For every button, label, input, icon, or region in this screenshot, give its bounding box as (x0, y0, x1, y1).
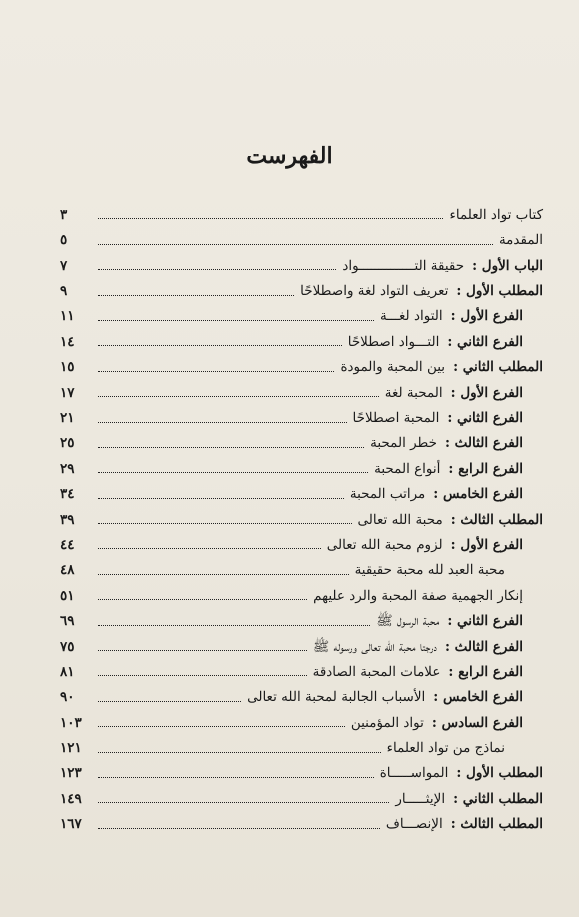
toc-entry-heading: الباب الأول : (472, 257, 543, 274)
toc-entry-title: أنواع المحبة (374, 460, 441, 477)
dot-leader (98, 522, 352, 524)
toc-entry-heading: الفرع الأول : (450, 536, 523, 553)
toc-entry-title: نماذج من تواد العلماء (386, 740, 505, 757)
dot-leader (98, 446, 364, 448)
dot-leader (98, 370, 334, 372)
dot-leader (98, 547, 321, 549)
toc-entry-heading: الفرع الثاني : (447, 613, 523, 630)
toc-entry-heading: المطلب الثاني : (453, 359, 543, 376)
toc-entry-heading: المطلب الثاني : (453, 790, 543, 807)
toc-entry-title: التواد لغـــة (379, 308, 443, 325)
toc-entry (60, 679, 543, 704)
toc-entry (60, 451, 543, 476)
toc-entry-title: إنكار الجهمية صفة المحبة والرد عليهم (313, 587, 523, 604)
toc-entry-page-number: ١٢٣ (60, 765, 82, 782)
dot-leader (98, 674, 307, 676)
toc-entry (60, 349, 543, 374)
toc-entry-title: لزوم محبة الله تعالى (326, 536, 443, 553)
dot-leader (98, 573, 349, 575)
toc-entry-title: محبة العبد لله محبة حقيقية (354, 562, 505, 579)
dot-leader (98, 344, 342, 346)
toc-entry (60, 603, 543, 628)
dot-leader (98, 471, 368, 473)
dot-leader (98, 776, 374, 778)
toc-entry-title: محبة الله تعالى (357, 511, 443, 528)
toc-entry-title: الإيثـــــار (395, 790, 446, 807)
toc-entry (60, 756, 543, 781)
toc-entry-page-number: ١٤٩ (60, 790, 82, 807)
toc-entry-page-number: ٢٥ (60, 435, 75, 452)
toc-entry (60, 527, 543, 552)
toc-entry-page-number: ١١ (60, 308, 75, 325)
toc-entry (60, 197, 543, 222)
toc-entry-title: المواســـــاة (379, 765, 449, 782)
toc-entry-title: التـــواد اصطلاحًا (347, 333, 440, 350)
dot-leader (98, 395, 379, 397)
toc-entry (60, 705, 543, 730)
toc-entry-heading: الفرع الخامس : (433, 689, 523, 706)
toc-entry-heading: المطلب الأول : (456, 283, 543, 300)
toc-entry-page-number: ٧ (60, 257, 68, 274)
page-title: الفهرست (246, 143, 333, 169)
toc-entry-title: بين المحبة والمودة (340, 359, 446, 376)
toc-entry (60, 654, 543, 679)
dot-leader (98, 497, 344, 499)
toc-entry-page-number: ٥١ (60, 587, 75, 604)
toc-entry-page-number: ١٧ (60, 384, 75, 401)
toc-entry-heading: الفرع الثالث : (444, 638, 523, 655)
toc-entry-page-number: ١٤ (60, 333, 75, 350)
toc-entry (60, 299, 543, 324)
toc-entry-page-number: ٤٤ (60, 536, 75, 553)
dot-leader (98, 294, 294, 296)
toc-entry-page-number: ١٠٣ (60, 714, 82, 731)
toc-entry (60, 222, 543, 247)
toc-entry-heading: الفرع الثاني : (447, 410, 523, 427)
toc-entry-page-number: ٣٩ (60, 511, 75, 528)
toc-entry-heading: الفرع الرابع : (448, 663, 523, 680)
dot-leader (98, 801, 389, 803)
toc-entry-page-number: ١٢١ (60, 740, 82, 757)
toc-entry (60, 324, 543, 349)
dot-leader (98, 827, 380, 829)
toc-entry-title: حقيقة التــــــــــــــواد (342, 257, 465, 274)
toc-entry-title: كتاب تواد العلماء (449, 206, 543, 223)
toc-entry-title: المحبة لغة (384, 384, 443, 401)
toc-entry (60, 781, 543, 806)
dot-leader (98, 725, 345, 727)
toc-entry-page-number: ٤٨ (60, 562, 75, 579)
toc-entry-page-number: ٣ (60, 206, 68, 223)
dot-leader (98, 217, 443, 219)
toc-entry (60, 400, 543, 425)
toc-entry (60, 273, 543, 298)
dot-leader (98, 649, 307, 651)
toc-entry-page-number: ٩٠ (60, 689, 75, 706)
toc-entry (60, 552, 543, 577)
toc-entry-page-number: ١٦٧ (60, 816, 82, 833)
toc-entry-title: تعريف التواد لغة واصطلاحًا (300, 283, 449, 300)
toc-entry-title: الأسباب الجالبة لمحبة الله تعالى (247, 689, 426, 706)
toc-entry-title: الإنصـــاف (385, 816, 443, 833)
toc-entry-heading: المطلب الثالث : (450, 816, 543, 833)
toc-entry (60, 426, 543, 451)
toc-entry-title: خطر المحبة (370, 435, 437, 452)
toc-entry (60, 578, 543, 603)
toc-entry-title: المقدمة (498, 232, 543, 249)
toc-entry-title: مراتب المحبة (349, 486, 426, 503)
toc-entry-heading: الفرع الرابع : (448, 460, 523, 477)
toc-entry-title: محبة الرسول ﷺ (376, 613, 440, 630)
dot-leader (98, 624, 370, 626)
toc-entry-title: تواد المؤمنين (350, 714, 424, 731)
toc-entry-title: درجتا محبة الله تعالى ورسوله ﷺ (312, 638, 437, 655)
toc-entry-page-number: ٧٥ (60, 638, 75, 655)
toc-entry (60, 806, 543, 831)
toc-entry-title: علامات المحبة الصادقة (312, 663, 441, 680)
dot-leader (98, 751, 381, 753)
dot-leader (98, 700, 241, 702)
dot-leader (98, 243, 493, 245)
toc-entry-page-number: ٦٩ (60, 613, 75, 630)
toc-entry-page-number: ٣٤ (60, 486, 75, 503)
toc-entry-page-number: ٩ (60, 283, 68, 300)
dot-leader (98, 319, 374, 321)
toc-entry-heading: الفرع الثالث : (444, 435, 523, 452)
table-of-contents (60, 197, 543, 832)
dot-leader (98, 421, 347, 423)
dot-leader (98, 268, 336, 270)
toc-entry (60, 476, 543, 501)
toc-entry (60, 730, 543, 755)
toc-entry-heading: الفرع الأول : (450, 384, 523, 401)
toc-entry-page-number: ٨١ (60, 663, 75, 680)
toc-entry-heading: المطلب الثالث : (450, 511, 543, 528)
toc-entry-heading: المطلب الأول : (456, 765, 543, 782)
toc-entry-page-number: ٢٩ (60, 460, 75, 477)
toc-entry (60, 248, 543, 273)
toc-entry-heading: الفرع السادس : (431, 714, 523, 731)
toc-entry-page-number: ٥ (60, 232, 68, 249)
toc-entry-page-number: ١٥ (60, 359, 75, 376)
toc-entry-heading: الفرع الخامس : (433, 486, 523, 503)
toc-entry-heading: الفرع الثاني : (447, 333, 523, 350)
toc-entry-heading: الفرع الأول : (450, 308, 523, 325)
toc-entry (60, 629, 543, 654)
toc-entry (60, 502, 543, 527)
toc-entry (60, 375, 543, 400)
toc-entry-page-number: ٢١ (60, 410, 75, 427)
dot-leader (98, 598, 307, 600)
toc-entry-title: المحبة اصطلاحًا (352, 410, 440, 427)
